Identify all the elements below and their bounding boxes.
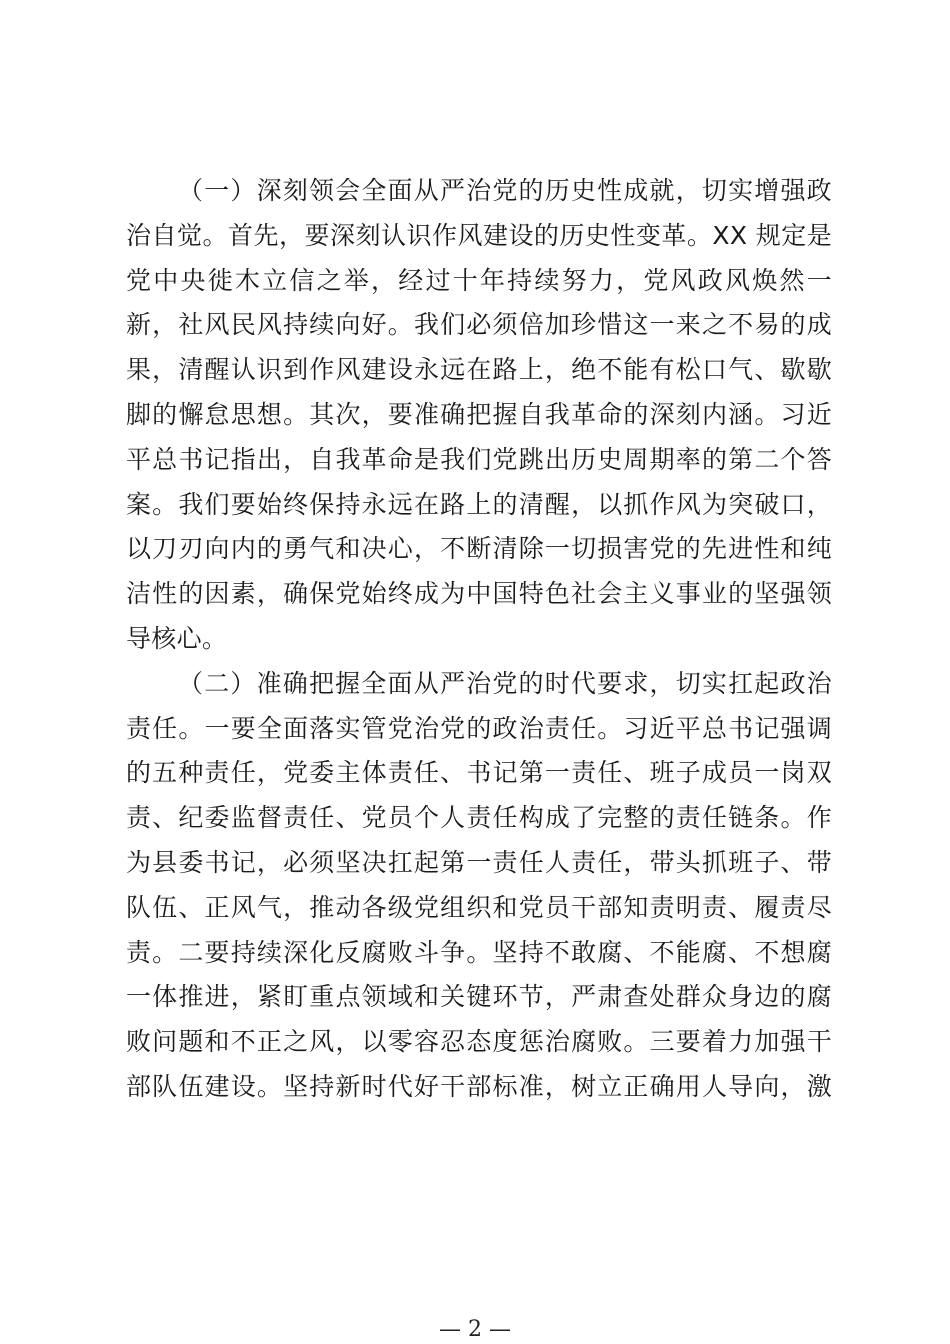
text-line: 导核心。: [126, 623, 228, 653]
text-line: 责任。一要全面落实管党治党的政治责任。习近平总书记强调: [126, 713, 832, 743]
text-line: （一）深刻领会全面从严治党的历史性成就，切实增强政: [178, 176, 832, 205]
document-body: [126, 169, 832, 1110]
text-line: 部队伍建设。坚持新时代好干部标准，树立正确用人导向，激: [126, 1071, 832, 1101]
text-line: 果，清醒认识到作风建设永远在路上，绝不能有松口气、歇歇: [126, 355, 832, 385]
text-line: 责、纪委监督责任、党员个人责任构成了完整的责任链条。作: [126, 803, 832, 833]
text-line: 脚的懈怠思想。其次，要准确把握自我革命的深刻内涵。习近: [126, 399, 832, 429]
paragraph-1: [126, 169, 832, 662]
text-line: 责。二要持续深化反腐败斗争。坚持不敢腐、不能腐、不想腐: [126, 937, 832, 967]
text-line: 新，社风民风持续向好。我们必须倍加珍惜这一来之不易的成: [126, 310, 832, 340]
paragraph-2: [126, 662, 832, 1110]
text-line: 党中央徙木立信之举，经过十年持续努力，党风政风焕然一: [126, 265, 832, 295]
text-line: 治自觉。首先，要深刻认识作风建设的历史性变革。XX 规定是: [126, 220, 832, 250]
text-line: 以刀刃向内的勇气和决心，不断清除一切损害党的先进性和纯: [126, 534, 832, 564]
text-line: 的五种责任，党委主体责任、书记第一责任、班子成员一岗双: [126, 758, 832, 788]
text-line: 为县委书记，必须坚决扛起第一责任人责任，带头抓班子、带: [126, 847, 832, 877]
text-line: 洁性的因素，确保党始终成为中国特色社会主义事业的坚强领: [126, 579, 832, 609]
text-line: 队伍、正风气，推动各级党组织和党员干部知责明责、履责尽: [126, 892, 832, 922]
text-line: 平总书记指出，自我革命是我们党跳出历史周期率的第二个答: [126, 444, 832, 474]
text-line: 案。我们要始终保持永远在路上的清醒，以抓作风为突破口，: [126, 489, 832, 519]
text-line: 一体推进，紧盯重点领域和关键环节，严肃查处群众身边的腐: [126, 982, 832, 1012]
text-line: （二）准确把握全面从严治党的时代要求，切实扛起政治: [178, 668, 832, 698]
text-line: 败问题和不正之风，以零容忍态度惩治腐败。三要着力加强干: [126, 1027, 832, 1057]
page-number: — 2 —: [439, 1317, 511, 1342]
